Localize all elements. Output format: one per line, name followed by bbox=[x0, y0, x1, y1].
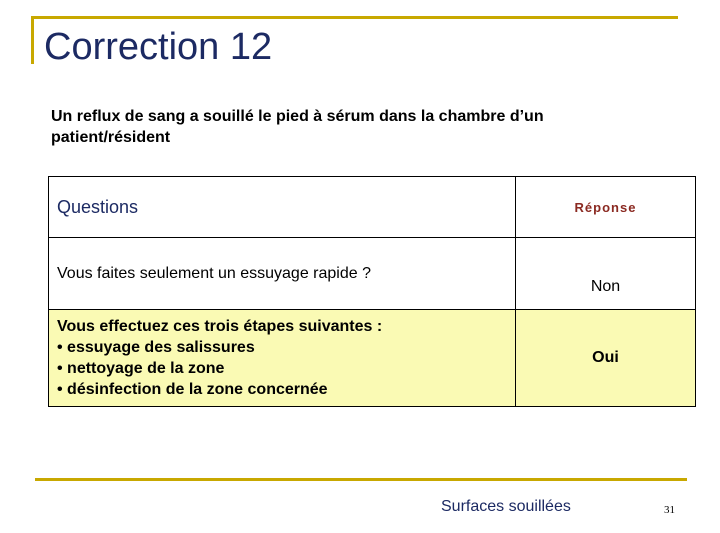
table-row bbox=[49, 310, 696, 407]
frame-left-rule bbox=[31, 16, 34, 64]
page-number: 31 bbox=[664, 504, 675, 516]
frame-top-rule bbox=[34, 16, 678, 19]
table-row bbox=[49, 238, 696, 310]
footer-topic: Surfaces souillées bbox=[441, 498, 571, 515]
answer-2: Oui bbox=[516, 310, 696, 407]
question-2-intro: Vous effectuez ces trois étapes suivantes : bbox=[57, 318, 383, 335]
table-header-row bbox=[49, 177, 696, 238]
intro-text: Un reflux de sang a souillé le pied à sérum dans la chambre d’un patient/résident bbox=[51, 108, 544, 146]
question-2 bbox=[49, 310, 516, 407]
step-item: • essuyage des salissures bbox=[57, 339, 255, 356]
slide-title: Correction 12 bbox=[44, 26, 273, 68]
frame-bottom-rule bbox=[35, 478, 687, 481]
question-answer-table bbox=[48, 176, 696, 407]
header-reponse: Réponse bbox=[516, 177, 696, 238]
question-1: Vous faites seulement un essuyage rapide ? bbox=[49, 238, 516, 310]
step-item: • nettoyage de la zone bbox=[57, 360, 225, 377]
header-questions: Questions bbox=[49, 177, 516, 238]
step-item: • désinfection de la zone concernée bbox=[57, 381, 328, 398]
answer-1-cell bbox=[516, 238, 696, 310]
answer-1: Non bbox=[590, 277, 621, 295]
